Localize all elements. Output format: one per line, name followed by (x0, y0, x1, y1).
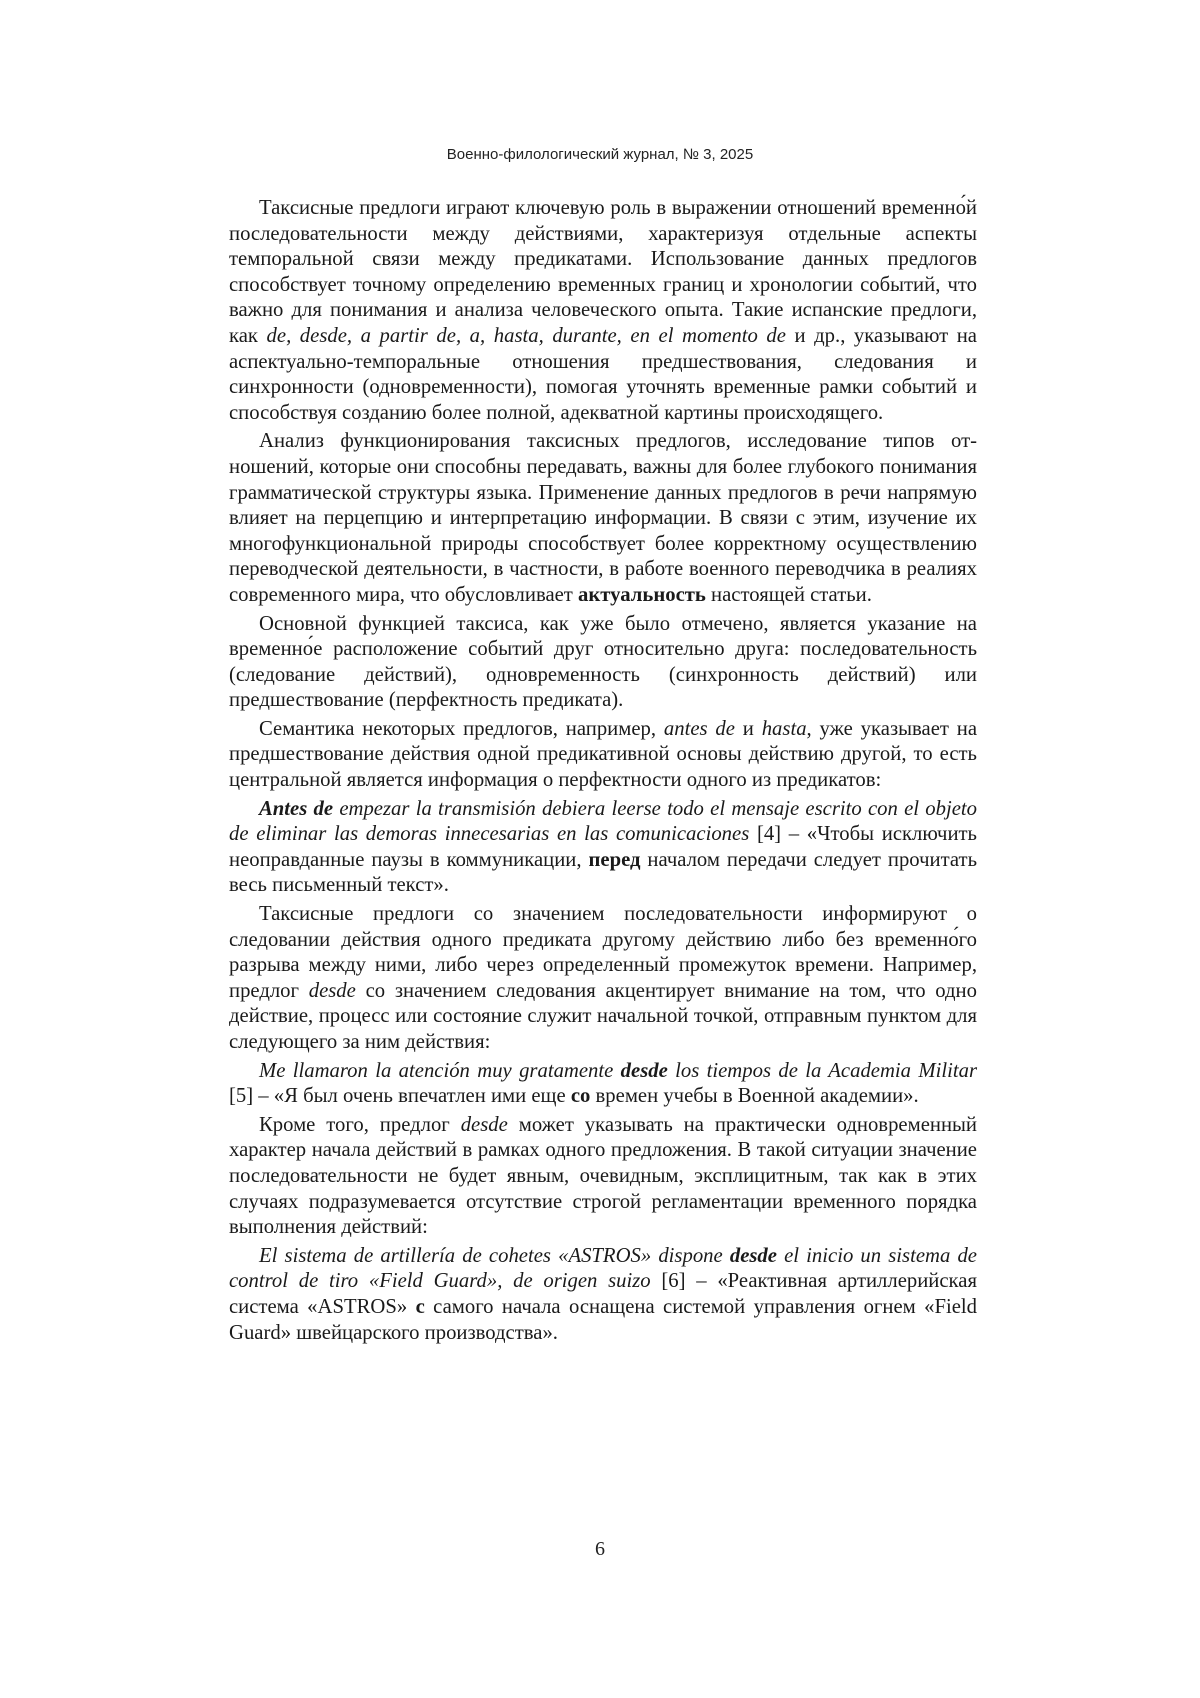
example-paragraph (229, 1244, 977, 1346)
text-run: empezar la transmisión debiera leerse todo el mensaje escrito con el objeto de eliminar las demoras innecesarias en las comunicaciones (229, 797, 978, 846)
paragraph (229, 429, 977, 608)
text-run: Анализ функционирования таксисных предлогов, исследование типов отношений, которые они способны передавать, важны для более глубокого понимания грамматической структуры языка. Применение данных предлогов в речи напрямую влияет на перцепцию и интерпретацию информации. В связи с этим, изучение их многофункциональной природы способствует более корректному осуществлению переводческой деятельности, в частности, в работе военного переводчика в реалиях современного мира, что обусловливает (229, 430, 977, 606)
paragraph (229, 902, 977, 1056)
text-run: настоящей статьи. (705, 583, 872, 606)
text-run: с (415, 1295, 425, 1318)
text-run: времен учебы в Военной академии». (590, 1085, 919, 1108)
paragraph (229, 717, 977, 794)
text-run: и (734, 717, 762, 740)
example-paragraph (229, 797, 977, 899)
text-run: перед (588, 848, 641, 871)
text-run: Кроме того, предлог (259, 1113, 461, 1136)
text-run: самого начала оснащена системой управления огнем «Field Guard» швейцарского производства». (229, 1295, 977, 1344)
text-run: Me llamaron la atención muy gratamente (259, 1059, 621, 1082)
text-run: desde (460, 1113, 508, 1136)
page-number: 6 (595, 1538, 605, 1560)
text-run: началом передачи следует прочитать весь письменный текст». (229, 848, 977, 897)
text-run: , уже указывает на предшествование действия одной предикативной основы действию другой, то есть центральной является информация о перфектности одного из предикатов: (229, 717, 978, 792)
text-run: может указывать на практически одновременный характер начала действий в рамках одного предложения. В такой ситуации значение последовательности не будет явным, очевидным, эксплицитным, так как в этих случаях подразумевается отсутствие строгой регламентации временного порядка выполнения действий: (229, 1113, 977, 1239)
text-run: Таксисные предлоги играют ключевую роль в выражении отношений временно́й последовательности между действиями, характеризуя отдельные аспекты темпоральной связи между предикатами. Использование данных предлогов способствует точному определению временных границ и хронологии событий, что важно для понимания и анализа человеческого опыта. Такие испанские предлоги, как (229, 197, 977, 347)
text-run: Таксисные предлоги со значением последовательности информируют о следовании действия одного предиката другому действию либо без временно́го разрыва между ними, либо через определенный промежуток времени. Например, предлог (229, 903, 977, 1002)
text-run: de, desde, a partir de, a, hasta, durante, en el momento de (266, 324, 786, 347)
example-paragraph (229, 1059, 977, 1110)
text-run: Antes de (259, 797, 334, 820)
text-run: [4] – «Чтобы исключить неоправданные паузы в коммуникации, (229, 823, 977, 871)
paragraph (229, 612, 977, 714)
paragraph (229, 1113, 977, 1241)
text-run: desde (308, 979, 356, 1002)
text-run: [6] – «Реактивная артиллерийская система «ASTROS» (229, 1270, 977, 1318)
text-run: antes de (663, 717, 735, 740)
text-run: el inicio un sistema de control de tiro «Field Guard», de origen suizo (229, 1244, 977, 1293)
text-run: desde (620, 1059, 668, 1082)
text-run: Семантика некоторых предлогов, например, (259, 717, 664, 740)
text-run: hasta (761, 717, 807, 740)
text-run: El sistema de artillería de cohetes «ASTROS» dispone (259, 1244, 730, 1267)
text-run: Основной функцией таксиса, как уже было отмечено, является указание на временно́е расположение событий друг относительно друга: последовательность (следование действий), одновременность (синхронность действий) или предшествование (перфектность предиката). (229, 612, 977, 712)
text-run: los tiempos de la Academia Militar (667, 1059, 977, 1082)
text-run: и др., указывают на аспектуально-темпоральные отношения предшествования, следования и синхронности (одновременности), помогая уточнять временные рамки событий и способствуя созданию более полной, адекватной картины происходящего. (229, 324, 977, 424)
text-run: со значением следования акцентирует внимание на том, что одно действие, процесс или состояние служит начальной точкой, отправным пунктом для следующего за ним действия: (229, 979, 977, 1053)
text-run: desde (729, 1244, 777, 1267)
text-run: [5] – «Я был очень впечатлен ими еще (229, 1085, 571, 1108)
article-body (229, 196, 977, 1349)
text-run: актуальность (578, 583, 706, 606)
running-header: Военно-филологический журнал, № 3, 2025 (446, 146, 754, 163)
paragraph (229, 196, 977, 426)
text-run: со (570, 1085, 591, 1108)
